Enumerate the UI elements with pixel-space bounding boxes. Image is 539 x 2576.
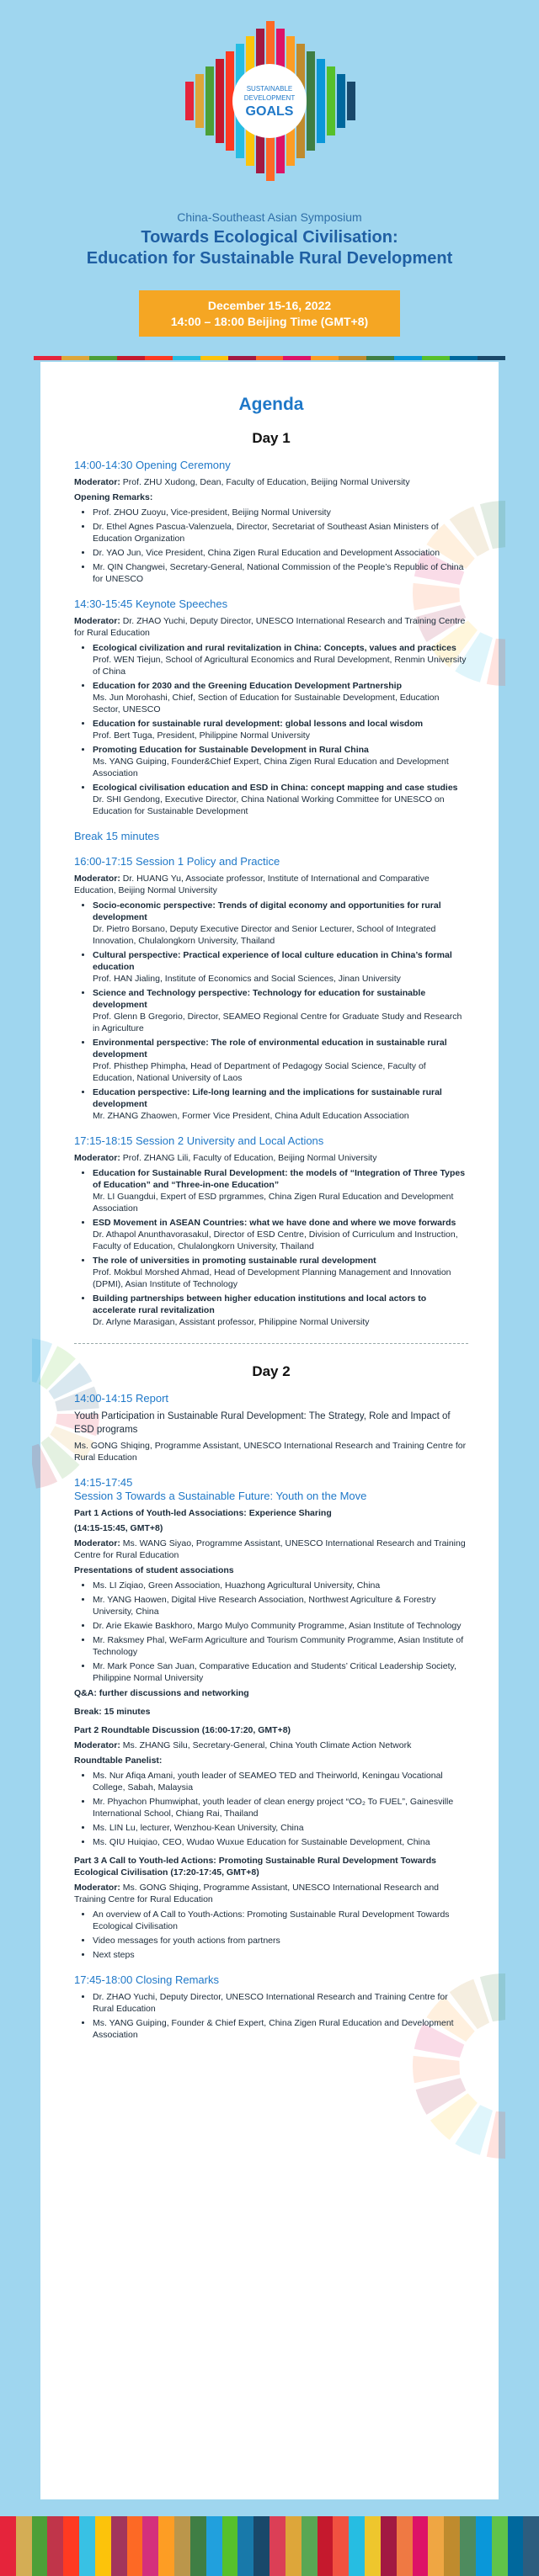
icon-tile bbox=[365, 2516, 381, 2576]
list-item: • Dr. Arie Ekawie Baskhoro, Margo Mulyo Community Programme, Asian Institute of Technology bbox=[93, 1620, 468, 1632]
icon-tile bbox=[79, 2516, 95, 2576]
part3-moderator: Moderator: Ms. GONG Shiqing, Programme Assistant, UNESCO International Research and Training Centre for Rural Education bbox=[74, 1883, 439, 1904]
logo-petal bbox=[307, 51, 315, 151]
stripe-segment bbox=[311, 356, 339, 360]
list-item: • Dr. ZHAO Yuchi, Deputy Director, UNESCO International Research and Training Centre for Rural Education bbox=[93, 1991, 468, 2015]
stripe-segment bbox=[422, 356, 450, 360]
icon-tile bbox=[158, 2516, 174, 2576]
d1-session1-moderator: Moderator: Dr. HUANG Yu, Associate professor, Institute of International and Comparative Education, Beijing Normal University bbox=[74, 874, 430, 895]
d1-opening-time: 14:00-14:30 Opening Ceremony bbox=[74, 459, 231, 471]
list-item: • Ms. Nur Afiqa Amani, youth leader of SEAMEO TED and Theirworld, Keningau Vocational College, Sabah, Malaysia bbox=[93, 1770, 468, 1793]
date-box bbox=[139, 290, 400, 337]
part3-list bbox=[74, 1909, 468, 1961]
icon-tile bbox=[32, 2516, 48, 2576]
part1-moderator: Moderator: Ms. WANG Siyao, Programme Assistant, UNESCO International Research and Training Centre for Rural Education bbox=[74, 1538, 466, 1560]
list-item: • Ms. QIU Huiqiao, CEO, Wudao Wuxue Education for Sustainable Development, China bbox=[93, 1836, 468, 1848]
list-item: • Mr. Raksmey Phal, WeFarm Agriculture and Tourism Community Programme, Asian Institute of Technology bbox=[93, 1634, 468, 1658]
icon-tile bbox=[428, 2516, 444, 2576]
agenda-content bbox=[74, 362, 468, 2044]
icon-tile bbox=[190, 2516, 206, 2576]
logo-petal bbox=[347, 82, 355, 120]
list-item: • Education for sustainable rural development: global lessons and local wisdom Prof. Bert Tuga, President, Philippine Normal University bbox=[93, 718, 468, 741]
icon-tile bbox=[237, 2516, 253, 2576]
part1-list bbox=[74, 1580, 468, 1684]
session1-list bbox=[74, 900, 468, 1122]
logo-petal bbox=[195, 74, 204, 128]
icon-tile bbox=[111, 2516, 127, 2576]
list-item: • ESD Movement in ASEAN Countries: what we have done and where we move forwards Dr. Athapol Anunthavorasakul, Director of ESD Centre, Division of Curriculum and Instruction, Faculty of Education, Chulalongkorn University, Thailand bbox=[93, 1217, 468, 1252]
icon-tile bbox=[508, 2516, 524, 2576]
icon-tile bbox=[16, 2516, 32, 2576]
closing-list bbox=[74, 1991, 468, 2041]
panelist-label: Roundtable Panelist: bbox=[74, 1755, 163, 1766]
d1-keynote-time: 14:30-15:45 Keynote Speeches bbox=[74, 598, 228, 610]
list-item: • Cultural perspective: Practical experience of local culture education in China’s formal education Prof. HAN Jialing, Institute of Economics and Social Sciences, Jinan University bbox=[93, 949, 468, 985]
opening-remarks-list bbox=[74, 507, 468, 585]
icon-tile bbox=[444, 2516, 460, 2576]
list-item: • Video messages for youth actions from partners bbox=[93, 1935, 468, 1947]
d1-session2-time: 17:15-18:15 Session 2 University and Local Actions bbox=[74, 1134, 324, 1147]
logo-text-3: GOALS bbox=[245, 104, 294, 119]
icon-tile bbox=[142, 2516, 158, 2576]
stripe-segment bbox=[200, 356, 228, 360]
session2-list bbox=[74, 1167, 468, 1328]
stripe-segment bbox=[117, 356, 145, 360]
d2-closing-time: 17:45-18:00 Closing Remarks bbox=[74, 1973, 219, 1986]
list-item: • Mr. Mark Ponce San Juan, Comparative Education and Students’ Critical Leadership Society, Philippine Normal University bbox=[93, 1660, 468, 1684]
icon-tile bbox=[349, 2516, 365, 2576]
title-line-2: Education for Sustainable Rural Development bbox=[86, 249, 453, 268]
break-1: Break 15 minutes bbox=[74, 830, 160, 842]
icon-tile bbox=[381, 2516, 397, 2576]
stripe-segment bbox=[173, 356, 200, 360]
break-2: Break: 15 minutes bbox=[74, 1707, 151, 1717]
list-item: • Environmental perspective: The role of environmental education in sustainable rural development Prof. Phisthep Phimpha, Head of Department of Pedagogy Social Science, Faculty of Education, National University of Laos bbox=[93, 1037, 468, 1084]
logo-petal bbox=[327, 66, 335, 135]
icon-tile bbox=[174, 2516, 190, 2576]
agenda-heading: Agenda bbox=[238, 395, 304, 414]
title-line-1: Towards Ecological Civilisation: bbox=[141, 228, 398, 247]
header bbox=[0, 0, 539, 370]
day1-heading: Day 1 bbox=[252, 430, 291, 446]
qa-label: Q&A: further discussions and networking bbox=[74, 1688, 249, 1698]
d2-session3-time: 14:15-17:45 bbox=[74, 1476, 133, 1489]
stripe-segment bbox=[89, 356, 117, 360]
logo-petal bbox=[317, 59, 325, 143]
icon-tile bbox=[63, 2516, 79, 2576]
icon-tile bbox=[95, 2516, 111, 2576]
list-item: • Education perspective: Life-long learning and the implications for sustainable rural development Mr. ZHANG Zhaowen, Former Vice President, China Adult Education Association bbox=[93, 1086, 468, 1122]
logo-text-2: DEVELOPMENT bbox=[243, 94, 296, 102]
d2-report-title: Youth Participation in Sustainable Rural Development: The Strategy, Role and Impact of ESD programs bbox=[74, 1411, 451, 1435]
list-item: • Ms. YANG Guiping, Founder & Chief Expert, China Zigen Rural Education and Development Association bbox=[93, 2017, 468, 2041]
list-item: • Education for Sustainable Rural Development: the models of “Integration of Three Types of Education” and “Three-in-one Education” Mr. LI Guangdui, Expert of ESD prgrammes, China Zigen Rural Education and Development Association bbox=[93, 1167, 468, 1214]
part2-list bbox=[74, 1770, 468, 1848]
list-item: • Ms. LIN Lu, lecturer, Wenzhou-Kean University, China bbox=[93, 1822, 468, 1834]
list-item: • Mr. YANG Haowen, Digital Hive Research Association, Northwest Agriculture & Forestry University, China bbox=[93, 1594, 468, 1617]
list-item: • Prof. ZHOU Zuoyu, Vice-president, Beijing Normal University bbox=[93, 507, 468, 518]
icon-tile bbox=[206, 2516, 222, 2576]
stripe-segment bbox=[228, 356, 256, 360]
logo-petal bbox=[216, 59, 224, 143]
icon-tile bbox=[270, 2516, 286, 2576]
stripe-segment bbox=[394, 356, 422, 360]
list-item: • Ecological civilization and rural revitalization in China: Concepts, values and practices Prof. WEN Tiejun, School of Agricultural Economics and Rural Development, Renmin University of China bbox=[93, 642, 468, 677]
icon-tile bbox=[492, 2516, 508, 2576]
logo-petal bbox=[337, 74, 345, 128]
part3-title: Part 3 A Call to Youth-led Actions: Promoting Sustainable Rural Development Towards Ecological Civilisation (17:20-17:45, GMT+8) bbox=[74, 1856, 436, 1878]
keynote-list bbox=[74, 642, 468, 817]
event-date: December 15-16, 2022 bbox=[207, 298, 332, 312]
opening-remarks-label: Opening Remarks: bbox=[74, 492, 153, 502]
stripe-segment bbox=[283, 356, 311, 360]
icon-tile bbox=[222, 2516, 238, 2576]
list-item: • Mr. QIN Changwei, Secretary-General, National Commission of the People’s Republic of China for UNESCO bbox=[93, 561, 468, 585]
logo-petal bbox=[205, 66, 214, 135]
stripe-segment bbox=[256, 356, 284, 360]
list-item: • Promoting Education for Sustainable Development in Rural China Ms. YANG Guiping, Founder&Chief Expert, China Zigen Rural Education and Development Association bbox=[93, 744, 468, 779]
d1-keynote-moderator: Moderator: Dr. ZHAO Yuchi, Deputy Director, UNESCO International Research and Training Centre for Rural Education bbox=[74, 616, 466, 638]
icon-tile bbox=[302, 2516, 318, 2576]
stripe-segment bbox=[450, 356, 478, 360]
icon-tile bbox=[333, 2516, 349, 2576]
list-item: • Ecological civilisation education and ESD in China: concept mapping and case studies Dr. SHI Gendong, Executive Director, China National Working Committee for UNESCO on Education for Sustainable Development bbox=[93, 782, 468, 817]
logo-petal bbox=[185, 82, 194, 120]
d1-session2-moderator: Moderator: Prof. ZHANG Lili, Faculty of Education, Beijing Normal University bbox=[74, 1153, 377, 1163]
icon-tile bbox=[397, 2516, 413, 2576]
stripe-segment bbox=[366, 356, 394, 360]
sdg-logo bbox=[160, 17, 379, 185]
logo-text-1: SUSTAINABLE bbox=[246, 85, 293, 93]
symposium-subtitle: China-Southeast Asian Symposium bbox=[177, 210, 362, 224]
list-item: • Dr. YAO Jun, Vice President, China Zigen Rural Education and Development Association bbox=[93, 547, 468, 559]
list-item: • Next steps bbox=[93, 1949, 468, 1961]
day-divider bbox=[74, 1343, 468, 1344]
wheel-segment bbox=[413, 2056, 460, 2083]
part2-moderator: Moderator: Ms. ZHANG Silu, Secretary-General, China Youth Climate Action Network bbox=[74, 1740, 412, 1750]
icon-tile bbox=[460, 2516, 476, 2576]
list-item: • Education for 2030 and the Greening Education Development Partnership Ms. Jun Morohashi, Chief, Section of Education for Sustainable Development, Education Sector, UNESCO bbox=[93, 680, 468, 715]
list-item: • An overview of A Call to Youth-Actions: Promoting Sustainable Rural Development Towards Ecological Civilisation bbox=[93, 1909, 468, 1932]
list-item: • Socio-economic perspective: Trends of digital economy and opportunities for rural development Dr. Pietro Borsano, Deputy Executive Director and Senior Lecturer, School of Integrated Innovation, Chulalongkorn University, Thailand bbox=[93, 900, 468, 947]
d2-session3-title: Session 3 Towards a Sustainable Future: Youth on the Move bbox=[74, 1490, 367, 1502]
list-item: • Science and Technology perspective: Technology for education for sustainable development Prof. Glenn B Gregorio, Director, SEAMEO Regional Centre for Graduate Study and Research in Agriculture bbox=[93, 987, 468, 1034]
part1-time: (14:15-15:45, GMT+8) bbox=[74, 1523, 163, 1533]
list-item: • The role of universities in promoting sustainable rural development Prof. Mokbul Morshed Ahmad, Head of Development Planning Management and Innovation (DPMI), Asian Institute of Technology bbox=[93, 1255, 468, 1290]
icon-tile bbox=[0, 2516, 16, 2576]
stripe-segment bbox=[145, 356, 173, 360]
page-title bbox=[0, 227, 539, 269]
list-item: • Ms. LI Ziqiao, Green Association, Huazhong Agricultural University, China bbox=[93, 1580, 468, 1591]
part2-title: Part 2 Roundtable Discussion (16:00-17:20, GMT+8) bbox=[74, 1725, 291, 1735]
icon-tile bbox=[413, 2516, 429, 2576]
icon-tile bbox=[286, 2516, 302, 2576]
event-time: 14:00 – 18:00 Beijing Time (GMT+8) bbox=[170, 314, 369, 328]
presentations-label: Presentations of student associations bbox=[74, 1565, 234, 1575]
icon-tile bbox=[318, 2516, 334, 2576]
stripe-segment bbox=[34, 356, 61, 360]
icon-tile bbox=[523, 2516, 539, 2576]
d2-report-speaker: Ms. GONG Shiqing, Programme Assistant, UNESCO International Research and Training Centre for Rural Education bbox=[74, 1441, 467, 1463]
day2-heading: Day 2 bbox=[252, 1363, 291, 1379]
icon-tile bbox=[253, 2516, 270, 2576]
stripe-segment bbox=[61, 356, 89, 360]
color-stripe bbox=[34, 356, 505, 360]
list-item: • Mr. Phyachon Phumwiphat, youth leader of clean energy project “CO₂ To FUEL”, Gainesville International School, Chiang Rai, Thailand bbox=[93, 1796, 468, 1819]
agenda-card bbox=[40, 362, 499, 2499]
icon-tile bbox=[127, 2516, 143, 2576]
icon-tile bbox=[47, 2516, 63, 2576]
d1-session1-time: 16:00-17:15 Session 1 Policy and Practice bbox=[74, 855, 280, 868]
stripe-segment bbox=[339, 356, 366, 360]
part1-title: Part 1 Actions of Youth-led Associations: Experience Sharing bbox=[74, 1508, 332, 1518]
sdg-icon-strip bbox=[0, 2516, 539, 2576]
d2-report-time: 14:00-14:15 Report bbox=[74, 1392, 169, 1405]
icon-tile bbox=[476, 2516, 492, 2576]
list-item: • Building partnerships between higher education institutions and local actors to accelerate rural revitalization Dr. Arlyne Marasigan, Assistant professor, Philippine Normal University bbox=[93, 1293, 468, 1328]
d1-opening-moderator: Moderator: Prof. ZHU Xudong, Dean, Faculty of Education, Beijing Normal University bbox=[74, 477, 410, 487]
stripe-segment bbox=[478, 356, 505, 360]
list-item: • Dr. Ethel Agnes Pascua-Valenzuela, Director, Secretariat of Southeast Asian Ministers of Education Organization bbox=[93, 521, 468, 544]
